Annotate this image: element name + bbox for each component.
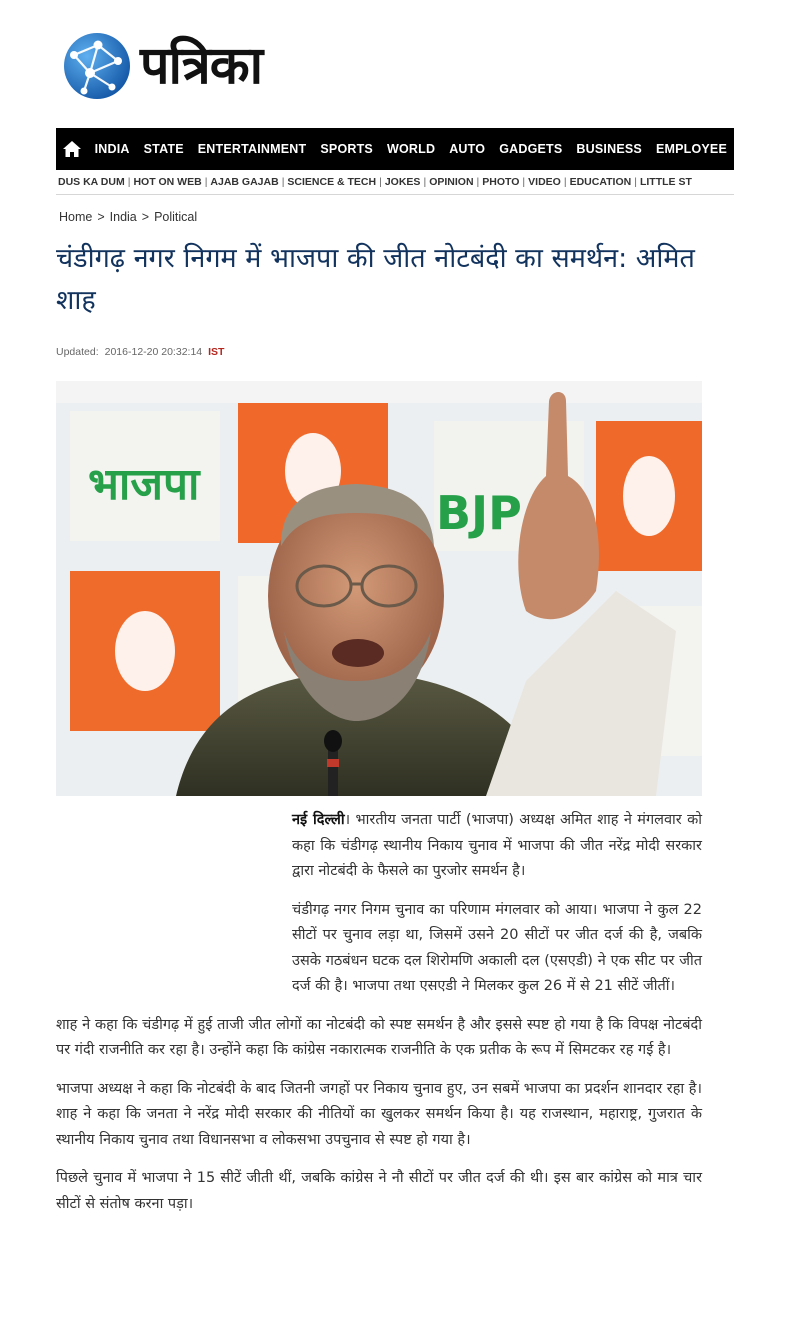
breadcrumb-home[interactable]: Home <box>59 210 93 224</box>
ad-slot <box>56 808 292 976</box>
nav-item-entertainment[interactable]: ENTERTAINMENT <box>197 142 307 156</box>
article-title: चंडीगढ़ नगर निगम में भाजपा की जीत नोटबंदी का समर्थन: अमित शाह <box>56 243 695 316</box>
nav-item-india[interactable]: INDIA <box>94 142 130 156</box>
nav-item-business[interactable]: BUSINESS <box>576 142 642 156</box>
article-body <box>56 808 702 1230</box>
subnav-divider: | <box>379 176 382 188</box>
subnav-divider: | <box>476 176 480 188</box>
breadcrumb-separator: > <box>97 210 105 224</box>
site-name: पत्रिका <box>140 36 263 96</box>
subnav-item-opinion[interactable]: OPINION <box>429 176 474 188</box>
subnav-item-education[interactable]: EDUCATION <box>569 176 632 188</box>
article-paragraph: शाह ने कहा कि चंडीगढ़ में हुई ताजी जीत लोगों का नोटबंदी को स्पष्ट समर्थन है और इससे स्पष्ट हो गया है कि विपक्ष नोटबंदी पर गंदी राजनीति कर रहा है। उन्होंने कहा कि कांग्रेस नकारात्मक राजनीति के एक प्रतीक के रूप में सिमटकर रह गई है। <box>56 1016 702 1058</box>
nav-item-auto[interactable]: AUTO <box>449 142 486 156</box>
backdrop-text-hindi: भाजपा <box>88 459 200 510</box>
subnav-divider: | <box>634 176 637 188</box>
globe-logo-icon <box>62 31 132 101</box>
subnav-divider: | <box>423 176 427 188</box>
breadcrumb-india[interactable]: India <box>109 210 137 224</box>
article-paragraph: चंडीगढ़ नगर निगम चुनाव का परिणाम मंगलवार को आया। भाजपा ने कुल 22 सीटों पर चुनाव लड़ा था, जिसमें उसने 20 सीटों पर जीत दर्ज की है, जबकि उसके गठबंधन घटक दल शिरोमणि अकाली दल (एसएडी) ने एक सीट पर जीत दर्ज की है। भाजपा तथा एसएडी ने मिलकर कुल 26 में से 21 सीटें जीतीं। <box>292 901 702 994</box>
article-photo <box>56 381 702 796</box>
breadcrumb-political[interactable]: Political <box>154 210 198 224</box>
subnav-item-ajab-gajab[interactable]: AJAB GAJAB <box>210 176 279 188</box>
nav-item-world[interactable]: WORLD <box>386 142 436 156</box>
updated-timestamp <box>56 346 224 358</box>
article-paragraph: पिछले चुनाव में भाजपा ने 15 सीटें जीती थीं, जबकि कांग्रेस ने नौ सीटों पर जीत दर्ज की थी। इस बार कांग्रेस को मात्र चार सीटों से संतोष करना पड़ा। <box>56 1170 702 1212</box>
nav-item-gadgets[interactable]: GADGETS <box>499 142 563 156</box>
timezone-label: IST <box>208 346 225 358</box>
secondary-nav <box>56 170 734 195</box>
subnav-item-video[interactable]: VIDEO <box>528 176 561 188</box>
subnav-divider: | <box>522 176 526 188</box>
subnav-item-dus-ka-dum[interactable]: DUS KA DUM <box>58 176 125 188</box>
breadcrumb-separator: > <box>141 210 150 224</box>
subnav-item-science-tech[interactable]: SCIENCE & TECH <box>287 176 377 188</box>
updated-label: Updated: <box>56 346 99 358</box>
subnav-divider: | <box>204 176 208 188</box>
nav-item-sports[interactable]: SPORTS <box>320 142 373 156</box>
article-paragraph: भाजपा अध्यक्ष ने कहा कि नोटबंदी के बाद जितनी जगहों पर निकाय चुनाव हुए, उन सबमें भाजपा का प्रदर्शन शानदार रहा है। शाह ने कहा कि जनता ने नरेंद्र मोदी सरकार की नीतियों का खुलकर समर्थन किया है। यह राजस्थान, महाराष्ट्र, गुजरात के स्थानीय निकाय चुनाव तथा विधानसभा व लोकसभा उपचुनाव से स्पष्ट हो गया है। <box>56 1080 702 1148</box>
nav-item-employee[interactable]: EMPLOYEE <box>655 142 727 156</box>
subnav-divider: | <box>563 176 567 188</box>
backdrop-text-bjp: BJP <box>436 486 522 540</box>
subnav-divider: | <box>281 176 285 188</box>
nav-item-state[interactable]: STATE <box>143 142 184 156</box>
subnav-item-little-st[interactable]: LITTLE ST <box>639 176 692 188</box>
breadcrumb <box>59 210 197 224</box>
subnav-item-jokes[interactable]: JOKES <box>384 176 421 188</box>
updated-time: 2016-12-20 20:32:14 <box>104 346 203 358</box>
home-icon[interactable] <box>56 128 88 170</box>
site-logo[interactable] <box>62 30 262 102</box>
paragraph-text: । भारतीय जनता पार्टी (भाजपा) अध्यक्ष अमित शाह ने मंगलवार को कहा कि चंडीगढ़ स्थानीय निकाय चुनाव में भाजपा की जीत नरेंद्र मोदी सरकार द्वारा नोटबंदी के फैसले का पुरजोर समर्थन है। <box>292 812 702 879</box>
subnav-item-hot-on-web[interactable]: HOT ON WEB <box>133 176 202 188</box>
subnav-divider: | <box>127 176 131 188</box>
primary-nav <box>56 128 734 170</box>
subnav-item-photo[interactable]: PHOTO <box>482 176 520 188</box>
dateline: नई दिल्ली <box>292 812 345 828</box>
